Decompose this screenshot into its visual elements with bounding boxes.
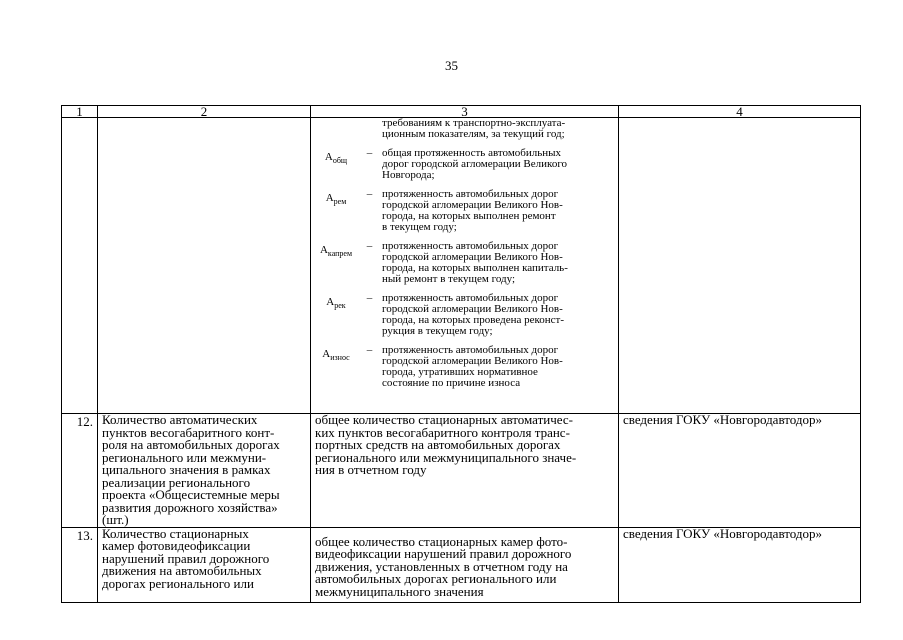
row-number: 13. [62, 527, 98, 602]
variable-definition: $А_{общ}$ – общая протяженность автомобильных дорог городской агломерации Великого Новгорода; [315, 148, 614, 181]
indicator-description: общее количество стационарных камер фото- видеофиксации нарушений правил дорожного движения, установленных в отчетном году на автомобильных дорогах регионального или межмуниципального значения [311, 527, 619, 602]
table-row [62, 527, 861, 602]
variable-symbol: $А_{износ}$ [322, 348, 350, 363]
variable-description: протяженность автомобильных дорог городской агломерации Великого Нов- города, на которых выполнен ремонт в текущем году; [382, 188, 563, 233]
empty-cell [62, 118, 98, 414]
variable-symbol: $А_{рек}$ [326, 296, 346, 311]
indicator-name: Количество стационарных камер фотовидеофиксации нарушений правил дорожного движения на автомобильных дорогах регионального или [98, 527, 311, 602]
variable-description: общая протяженность автомобильных дорог городской агломерации Великого Новгорода; [382, 147, 568, 181]
variable-definition: $А_{рек}$ – протяженность автомобильных дорог городской агломерации Великого Нов- города, на которых проведена реконст- рукция в текущем году; [315, 293, 614, 337]
data-source: сведения ГОКУ «Новгородавтодор» [619, 527, 861, 602]
column-number-1: 1 [62, 106, 98, 118]
column-number-4: 4 [619, 106, 861, 118]
column-number-3: 3 [311, 106, 619, 118]
continuation-text: требованиям к транспортно-эксплуата- ционным показателям, за текущий год; [382, 117, 566, 140]
variable-description: протяженность автомобильных дорог городской агломерации Великого Нов- города, на которых проведена реконст- рукция в текущем году; [382, 292, 565, 337]
variable-definition: $А_{износ}$ – протяженность автомобильных дорог городской агломерации Великого Нов- города, утративших нормативное состояние по причине износа [315, 345, 614, 389]
empty-cell [98, 118, 311, 414]
data-source: сведения ГОКУ «Новгородавтодор» [619, 414, 861, 528]
variable-definition: $А_{капрем}$ – протяженность автомобильных дорог городской агломерации Великого Нов- города, на которых выполнен капиталь- ный ремонт в текущем году; [315, 241, 614, 285]
row-number: 12. [62, 414, 98, 528]
variable-symbol: $А_{общ}$ [324, 151, 348, 166]
formula-continuation-row [62, 118, 861, 414]
indicator-description: общее количество стационарных автоматичес- ких пунктов весогабаритного контроля транс- портных средств на автомобильных дорогах регионального или межмуниципального значе- ния в отчетном году [311, 414, 619, 528]
variable-description: протяженность автомобильных дорог городской агломерации Великого Нов- города, на которых выполнен капиталь- ный ремонт в текущем году; [382, 240, 568, 285]
column-number-row [62, 106, 861, 118]
variable-symbol: $А_{рем}$ [325, 192, 347, 207]
column-number-2: 2 [98, 106, 311, 118]
indicator-name: Количество автоматических пунктов весогабаритного конт- роля на автомобильных дорогах регионального или межмуни- ципального значения в рамках реализации регионального проекта «Общесистемные меры развития дорожного хозяйства» (шт.) [98, 414, 311, 528]
variable-symbol: $А_{капрем}$ [319, 244, 353, 259]
table-row [62, 414, 861, 528]
indicators-table [61, 105, 861, 603]
formula-variables-cell [311, 118, 619, 414]
variable-description: протяженность автомобильных дорог городской агломерации Великого Нов- города, утративших нормативное состояние по причине износа [382, 344, 563, 389]
empty-cell [619, 118, 861, 414]
page-number: 35 [445, 58, 458, 73]
variable-definition: $А_{рем}$ – протяженность автомобильных дорог городской агломерации Великого Нов- города, на которых выполнен ремонт в текущем году; [315, 189, 614, 233]
